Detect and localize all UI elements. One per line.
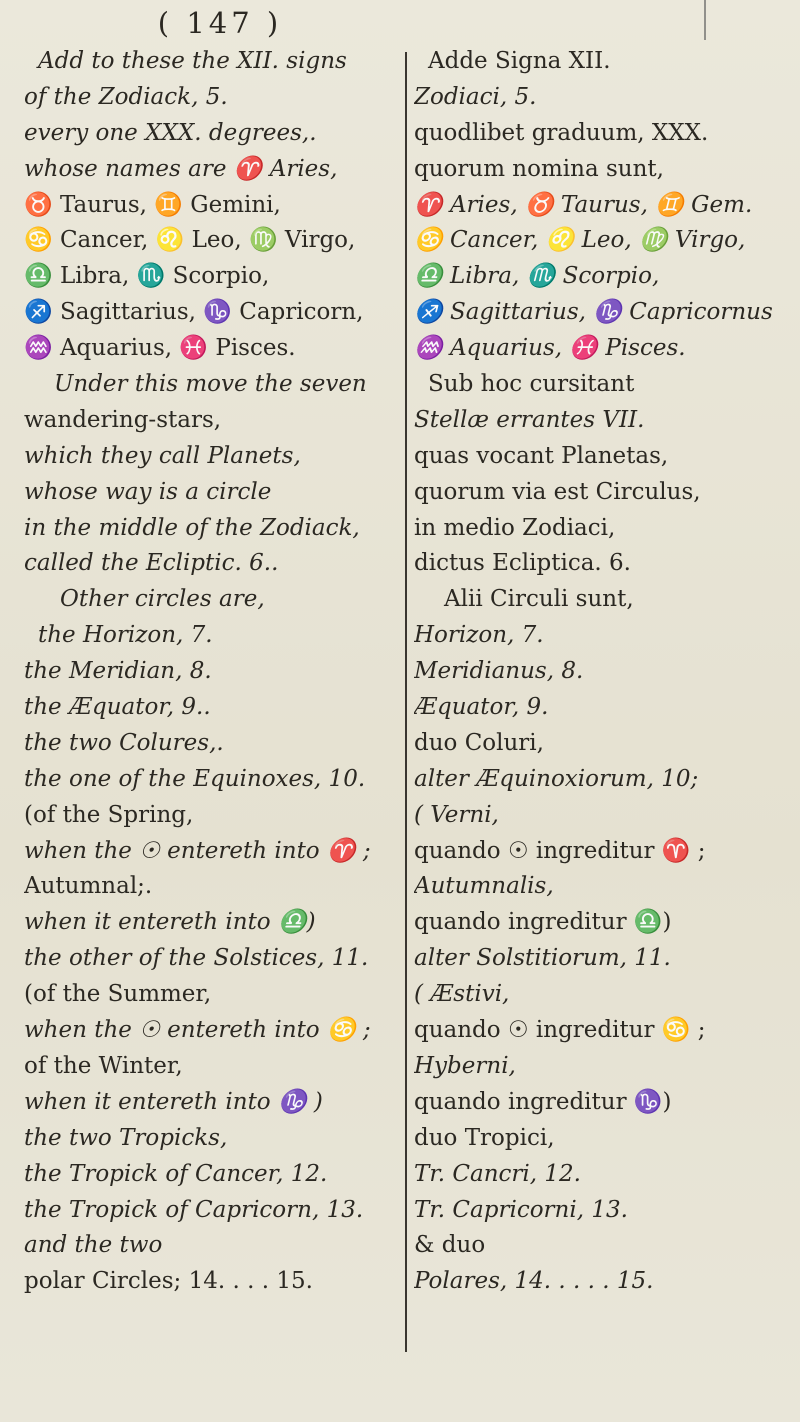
english-line: and the two bbox=[24, 1232, 163, 1259]
latin-line: duo Tropici, bbox=[414, 1124, 555, 1151]
latin-line: quorum via est Circulus, bbox=[414, 478, 701, 505]
latin-line: ♋ Cancer, ♌ Leo, ♍ Virgo, bbox=[414, 227, 746, 254]
english-line: ♎ Libra, ♏ Scorpio, bbox=[24, 263, 270, 290]
latin-line: quorum nomina sunt, bbox=[414, 155, 664, 182]
latin-line: ♎ Libra, ♏ Scorpio, bbox=[414, 263, 660, 290]
latin-line: Tr. Capricorni, 13. bbox=[414, 1196, 628, 1223]
latin-line: Sub hoc cursitant bbox=[428, 371, 635, 398]
english-line: ♋ Cancer, ♌ Leo, ♍ Virgo, bbox=[24, 227, 356, 254]
column-divider bbox=[405, 52, 407, 1352]
latin-column bbox=[414, 44, 800, 1300]
english-line: the two Colures,. bbox=[24, 729, 224, 756]
latin-line: ( Æstivi, bbox=[414, 981, 510, 1008]
latin-line: alter Solstitiorum, 11. bbox=[414, 945, 671, 972]
latin-line: Autumnalis, bbox=[414, 873, 554, 900]
english-line: the one of the Equinoxes, 10. bbox=[24, 765, 366, 792]
english-line: ♐ Sagittarius, ♑ Capricorn, bbox=[24, 299, 364, 326]
english-line: ♉ Taurus, ♊ Gemini, bbox=[24, 191, 281, 218]
latin-line: Zodiaci, 5. bbox=[414, 83, 537, 110]
english-line: polar Circles; 14. . . . 15. bbox=[24, 1268, 313, 1295]
latin-line: Adde Signa XII. bbox=[428, 48, 611, 74]
latin-line: in medio Zodiaci, bbox=[414, 514, 616, 541]
latin-line: quas vocant Planetas, bbox=[414, 442, 669, 469]
english-line: which they call Planets, bbox=[24, 442, 301, 469]
english-line: Add to these the XII. signs bbox=[38, 48, 347, 74]
latin-line: ( Verni, bbox=[414, 801, 499, 828]
latin-line: & duo bbox=[414, 1232, 486, 1259]
english-line: whose names are ♈ Aries, bbox=[24, 155, 338, 182]
english-line: the Tropick of Capricorn, 13. bbox=[24, 1196, 364, 1223]
latin-line: Polares, 14. . . . . 15. bbox=[414, 1268, 654, 1295]
latin-line: Meridianus, 8. bbox=[414, 658, 584, 685]
english-line: the two Tropicks, bbox=[24, 1124, 228, 1151]
english-line: every one XXX. degrees,. bbox=[24, 119, 317, 146]
english-line: wandering-stars, bbox=[24, 406, 222, 433]
english-line: ♒ Aquarius, ♓ Pisces. bbox=[24, 335, 296, 362]
latin-line: quando ingreditur ♑) bbox=[414, 1088, 672, 1115]
english-line: Autumnal;. bbox=[24, 873, 153, 900]
latin-line: quodlibet graduum, XXX. bbox=[414, 119, 709, 146]
latin-line: quando ☉ ingreditur ♋ ; bbox=[414, 1017, 706, 1044]
english-line: when it entereth into ♎) bbox=[24, 909, 316, 936]
latin-line: quando ingreditur ♎) bbox=[414, 909, 672, 936]
latin-line: Tr. Cancri, 12. bbox=[414, 1160, 581, 1187]
english-line: the Horizon, 7. bbox=[38, 622, 213, 649]
english-line: when the ☉ entereth into ♈ ; bbox=[24, 837, 371, 864]
latin-line: alter Æquinoxiorum, 10; bbox=[414, 765, 699, 792]
latin-line: Horizon, 7. bbox=[414, 622, 544, 649]
page-edge-rule bbox=[704, 0, 706, 40]
latin-line: Æquator, 9. bbox=[414, 694, 549, 721]
english-line: (of the Summer, bbox=[24, 981, 212, 1008]
english-line: the Meridian, 8. bbox=[24, 658, 212, 685]
latin-line: ♒ Aquarius, ♓ Pisces. bbox=[414, 335, 686, 362]
english-line: in the middle of the Zodiack, bbox=[24, 514, 360, 541]
english-line: of the Zodiack, 5. bbox=[24, 83, 228, 110]
english-column bbox=[24, 44, 402, 1300]
latin-line: duo Coluri, bbox=[414, 729, 544, 756]
english-line: of the Winter, bbox=[24, 1052, 183, 1079]
latin-line: ♐ Sagittarius, ♑ Capricornus bbox=[414, 299, 773, 326]
latin-line: Alii Circuli sunt, bbox=[444, 586, 634, 613]
english-line: when the ☉ entereth into ♋ ; bbox=[24, 1017, 371, 1044]
latin-line: quando ☉ ingreditur ♈ ; bbox=[414, 837, 706, 864]
latin-line: ♈ Aries, ♉ Taurus, ♊ Gem. bbox=[414, 191, 753, 218]
english-line: the Tropick of Cancer, 12. bbox=[24, 1160, 328, 1187]
latin-line: Stellæ errantes VII. bbox=[414, 406, 645, 433]
english-line: called the Ecliptic. 6.. bbox=[24, 550, 279, 577]
page-number: ( 147 ) bbox=[157, 6, 283, 40]
english-line: Other circles are, bbox=[60, 586, 265, 613]
english-line: whose way is a circle bbox=[24, 478, 272, 505]
english-line: when it entereth into ♑ ) bbox=[24, 1088, 323, 1115]
english-line: (of the Spring, bbox=[24, 801, 194, 828]
english-line: the other of the Solstices, 11. bbox=[24, 945, 369, 972]
english-line: Under this move the seven bbox=[54, 371, 367, 398]
english-line: the Æquator, 9.. bbox=[24, 694, 211, 721]
latin-line: dictus Ecliptica. 6. bbox=[414, 550, 631, 577]
latin-line: Hyberni, bbox=[414, 1052, 516, 1079]
